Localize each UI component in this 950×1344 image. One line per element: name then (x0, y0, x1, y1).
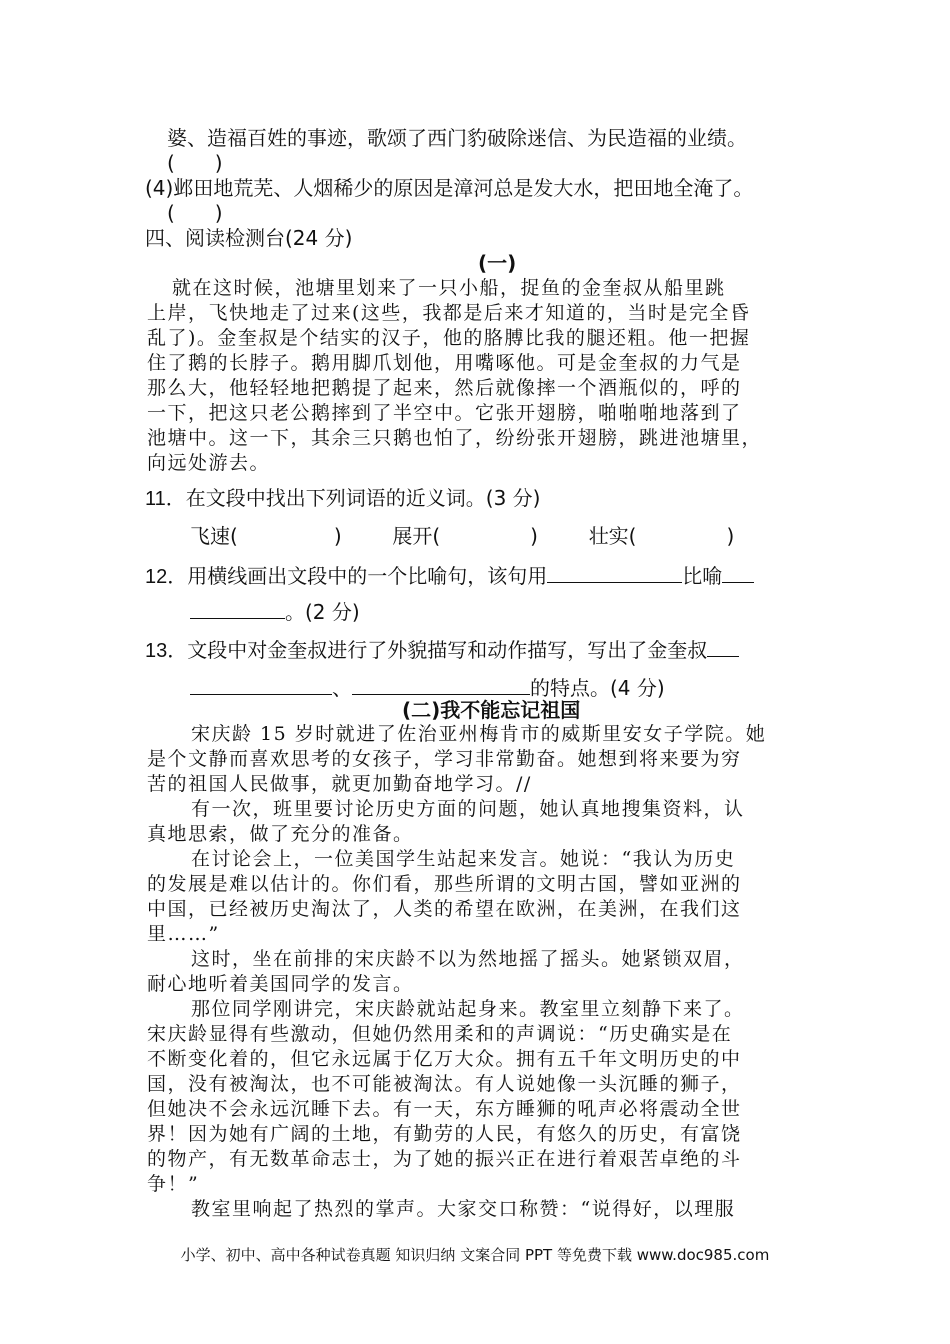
answer-blank[interactable] (722, 562, 754, 583)
passage-2-line: 里……” (147, 923, 220, 945)
question-text: 。(2 分) (285, 600, 360, 624)
question-12-cont (190, 598, 360, 624)
q11-word-1: 飞速( (190, 524, 238, 548)
answer-blank[interactable] (352, 674, 530, 695)
question-text: 的特点。(4 分) (530, 676, 665, 700)
passage-2-line: 教室里响起了热烈的掌声。大家交口称赞：“说得好，以理服 (191, 1198, 736, 1220)
question-text: 文段中对金奎叔进行了外貌描写和动作描写，写出了金奎叔 (187, 638, 708, 662)
passage-2-line: 真地思索，做了充分的准备。 (147, 823, 414, 845)
close-paren: ) (530, 524, 538, 548)
footer-text: 小学、初中、高中各种试卷真题 知识归纳 文案合同 PPT 等免费下载 www.doc985.com (180, 1246, 770, 1264)
q11-answers (190, 524, 734, 548)
passage-2-line: 但她决不会永远沉睡下去。有一天，东方睡狮的吼声必将震动全世 (147, 1098, 742, 1120)
passage-2-line: 的物产，有无数革命志士，为了她的振兴正在进行着艰苦卓绝的斗 (147, 1148, 742, 1170)
passage-1-heading: (一) (478, 251, 517, 275)
answer-blank[interactable] (707, 636, 739, 657)
passage-2-line: 这时，坐在前排的宋庆龄不以为然地摇了摇头。她紧锁双眉， (191, 948, 745, 970)
passage-1-line: 住了鹅的长脖子。鹅用脚爪划他，用嘴啄他。可是金奎叔的力气是 (147, 352, 742, 374)
section-title: 四、阅读检测台(24 分) (145, 226, 353, 250)
q11-word-2: 展开( (392, 524, 441, 548)
answer-blank[interactable] (190, 674, 332, 695)
answer-paren-2: ( ) (167, 201, 223, 225)
passage-2-line: 有一次，班里要讨论历史方面的问题，她认真地搜集资料，认 (191, 798, 745, 820)
passage-2-heading: (二)我不能忘记祖国 (402, 698, 581, 722)
passage-2-line: 争！” (147, 1173, 200, 1195)
passage-1-line: 池塘中。这一下，其余三只鹅也怕了，纷纷张开翅膀，跳进池塘里， (147, 427, 763, 449)
top-line-1: 婆、造福百姓的事迹，歌颂了西门豹破除迷信、为民造福的业绩。 (167, 126, 747, 150)
answer-paren-1: ( ) (167, 151, 223, 175)
question-text: 比喻 (682, 564, 723, 588)
passage-1-line: 那么大，他轻轻地把鹅提了起来，然后就像摔一个酒瓶似的，呼的 (147, 377, 742, 399)
passage-2-line: 中国，已经被历史淘汰了，人类的希望在欧洲，在美洲，在我们这 (147, 898, 742, 920)
question-13-cont (190, 674, 665, 700)
item-4: (4)邺田地荒芜、人烟稀少的原因是漳河总是发大水，把田地全淹了。 (145, 176, 754, 200)
passage-2-line: 是个文静而喜欢思考的女孩子，学习非常勤奋。她想到将来要为穷 (147, 748, 742, 770)
question-number: 11． (145, 488, 186, 510)
answer-blank[interactable] (190, 598, 285, 619)
passage-2-line: 苦的祖国人民做事，就更加勤奋地学习。// (147, 773, 532, 795)
close-paren: ) (333, 524, 342, 548)
passage-2-line: 宋庆龄显得有些激动，但她仍然用柔和的声调说：“历史确实是在 (147, 1023, 733, 1045)
passage-1-line: 就在这时候，池塘里划来了一只小船，捉鱼的金奎叔从船里跳 (172, 277, 726, 299)
question-12 (145, 562, 754, 589)
passage-1-line: 一下，把这只老公鹅摔到了半空中。它张开翅膀，啪啪啪地落到了 (147, 402, 742, 424)
q11-word-3: 壮实( (588, 524, 637, 548)
passage-2-line: 那位同学刚讲完，宋庆龄就站起身来。教室里立刻静下来了。 (191, 998, 745, 1020)
passage-2-line: 不断变化着的，但它永远属于亿万大众。拥有五千年文明历史的中 (147, 1048, 742, 1070)
question-text: 、 (332, 676, 352, 700)
passage-2-line: 界！因为她有广阔的土地，有勤劳的人民，有悠久的历史，有富饶 (147, 1123, 742, 1145)
question-11 (145, 486, 540, 511)
passage-2-line: 的发展是难以估计的。你们看，那些所谓的文明古国，譬如亚洲的 (147, 873, 742, 895)
question-number: 12． (145, 566, 188, 588)
close-paren: ) (726, 524, 735, 548)
question-number: 13． (145, 640, 188, 662)
question-13 (145, 636, 739, 663)
passage-2-line: 耐心地听着美国同学的发言。 (147, 973, 414, 995)
question-text: 用横线画出文段中的一个比喻句，该句用 (187, 564, 548, 588)
passage-1-line: 乱了)。金奎叔是个结实的汉子，他的胳膊比我的腿还粗。他一把握 (147, 327, 751, 349)
passage-2-line: 国，没有被淘汰，也不可能被淘汰。有人说她像一头沉睡的狮子， (147, 1073, 742, 1095)
answer-blank[interactable] (547, 562, 682, 583)
passage-1-line: 上岸，飞快地走了过来(这些，我都是后来才知道的，当时是完全昏 (147, 302, 751, 324)
passage-2-line: 宋庆龄 15 岁时就进了佐治亚州梅肯市的威斯里安女子学院。她 (191, 723, 767, 745)
passage-2-line: 在讨论会上，一位美国学生站起来发言。她说：“我认为历史 (191, 848, 736, 870)
question-text: 在文段中找出下列词语的近义词。(3 分) (185, 486, 541, 510)
passage-1-line: 向远处游去。 (147, 452, 271, 474)
